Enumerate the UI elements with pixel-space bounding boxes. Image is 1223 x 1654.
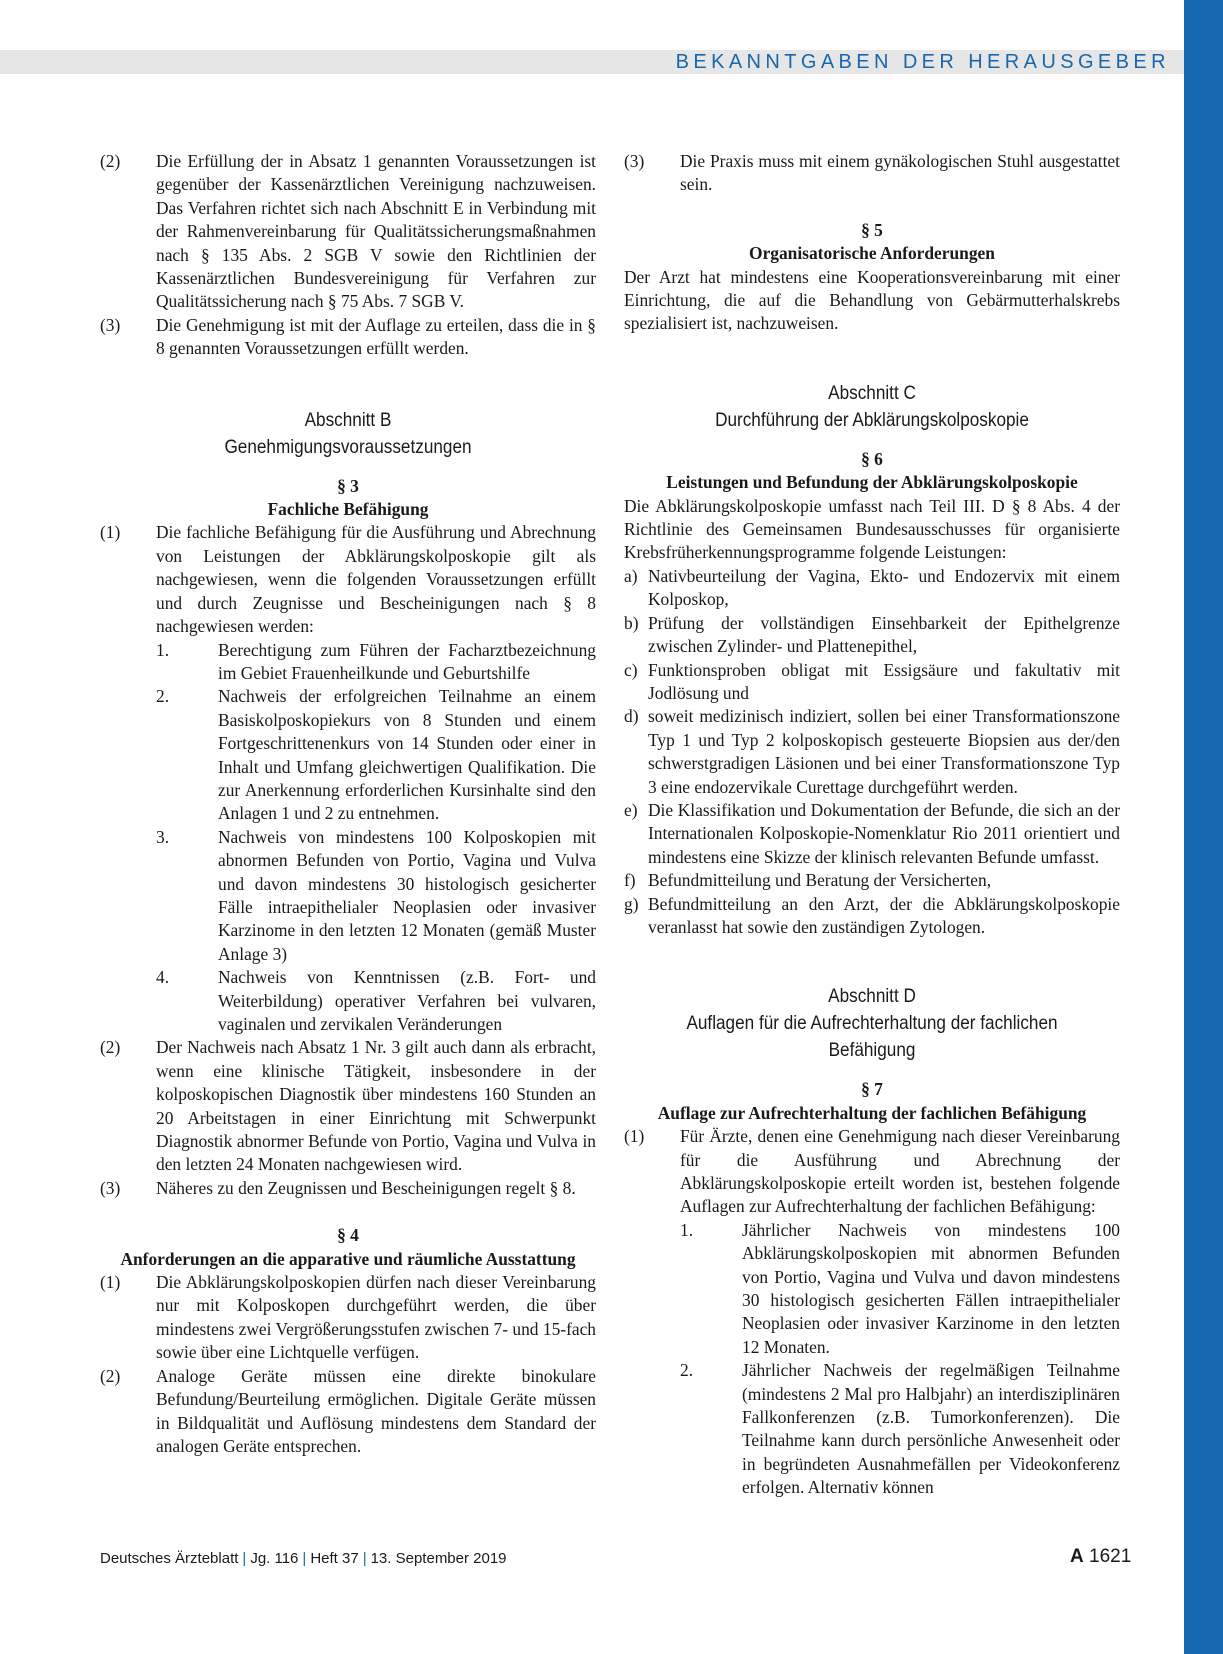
sublist-text: Nachweis von mindestens 100 Kolposkopien mit abnormen Befunden von Portio, Vagina und Vulva und davon mindestens 30 histologisch gesicherter Fälle intraepithelialer Neoplasien oder invasiver Karzinome in den letzten 12 Monaten (gemäß Muster Anlage 3) [218,826,596,964]
item-number: (3) [100,314,121,335]
issue-date: 13. September 2019 [370,1550,507,1567]
page-prefix: A [1070,1546,1084,1567]
item-number: (3) [624,151,645,171]
item-text: Für Ärzte, denen eine Genehmigung nach dieser Vereinbarung für die Ausführung und Abrechnung der Abklärungskolposkopie erteilt worden ist, bestehen folgende Auflagen zur Aufrechterhaltung der fachlichen Befähigung: [680,1126,1120,1217]
item-letter: a) [624,565,638,586]
paragraph-title: Anforderungen an die apparative und räumliche Ausstattung [120,1248,576,1269]
paragraph-item [100,314,596,361]
sublist-item [156,966,596,1036]
sublist-number: 2. [156,686,170,707]
paragraph-item [100,1036,596,1176]
sublist-text: Nachweis von Kenntnissen (z.B. Fort- und Weiterbildung) operativer Verfahren bei vulvaren, vaginalen und zervikalen Veränderungen [218,967,596,1034]
sublist-number: 3. [156,826,170,847]
sublist-item [680,1359,1120,1499]
item-letter: e) [624,799,638,820]
section-heading-line: Abschnitt B [304,408,392,431]
paragraph-item [100,1271,596,1365]
sublist-text: Berechtigung zum Führen der Facharztbezeichnung im Gebiet Frauenheilkunde und Geburtshilfe [218,639,596,683]
paragraph-text: Die Abklärungskolposkopie umfasst nach Teil III. D § 8 Abs. 4 der Richtlinie des Gemeinsamen Bundesausschusses für organisierte Krebsfrüherkennungsprogramme folgende Leistungen: [624,495,1120,563]
section-heading-line: Durchführung der Abklärungskolposkopie [715,408,1029,431]
lettered-item [624,893,1120,940]
paragraph-item [100,521,596,1036]
paragraph-title: Fachliche Befähigung [267,499,429,520]
item-text: Analoge Geräte müssen eine direkte binokulare Befundung/Beurteilung ermöglichen. Digitale Geräte müssen in Bildqualität und Auflösung mindestens dem Standard der analogen Geräte entsprechen. [156,1365,596,1456]
item-letter: g) [624,893,639,914]
item-text: soweit medizinisch indiziert, sollen bei einer Transformationszone Typ 1 und Typ 2 kolposkopisch gesteuerte Biopsien aus der/den schwerstgradigen Läsionen und bei einer Transformationszone Typ 3 eine endozervikale Curettage durchgeführt werden. [648,706,1120,797]
journal-name: Deutsches Ärzteblatt [100,1550,239,1567]
paragraph-item [624,1125,1120,1500]
lettered-item [624,799,1120,869]
item-text: Die fachliche Befähigung für die Ausführung und Abrechnung von Leistungen der Abklärungskolposkopie gilt als nachgewiesen, wenn die folgenden Voraussetzungen erfüllt und durch Zeugnisse und Bescheinigungen nach § 8 nachgewiesen werden: [156,522,596,637]
journal-volume: Jg. 116 [250,1550,299,1567]
paragraph-sign: § 5 [861,219,883,240]
header-bar [0,50,1184,74]
item-number: (3) [100,1177,121,1198]
section-heading-d [654,983,1090,1064]
lettered-item [624,565,1120,612]
item-number: (2) [100,1037,121,1058]
paragraph-item [624,150,1120,197]
paragraph-title: Organisatorische Anforderungen [749,243,995,264]
item-text: Befundmitteilung an den Arzt, der die Abklärungskolposkopie veranlasst hat sowie den zuständigen Zytologen. [648,893,1120,937]
sublist-text: Nachweis der erfolgreichen Teilnahme an einem Basiskolposkopiekurs von 8 Stunden und einem Fortgeschrittenenkurs von 14 Stunden oder einer in Inhalt und Umfang gleichwertigen Qualifikation. Die zur Anerkennung erforderlichen Kursinhalte sind den Anlagen 1 und 2 zu entnehmen. [218,686,596,824]
sublist-item [156,639,596,686]
item-text: Befundmitteilung und Beratung der Versicherten, [648,870,992,891]
right-column [624,150,1120,1500]
paragraph-title: Auflage zur Aufrechterhaltung der fachlichen Befähigung [657,1102,1087,1123]
lettered-item [624,869,1120,892]
item-number: (2) [100,151,121,171]
sublist-number: 2. [680,1360,694,1381]
sublist-number: 1. [680,1219,694,1240]
item-text: Die Abklärungskolposkopien dürfen nach dieser Vereinbarung nur mit Kolposkopen durchgeführt werden, die über mindestens zwei Vergrößerungsstufen zwischen 7- und 15-fach sowie über eine Lichtquelle verfügen. [156,1272,596,1363]
item-text: Prüfung der vollständigen Einsehbarkeit der Epithelgrenze zwischen Zylinder- und Plattenepithel, [648,612,1120,657]
section-header-title: BEKANNTGABEN DER HERAUSGEBER [675,51,1170,73]
section-heading-c [654,380,1090,434]
separator-bar: | [242,1550,247,1567]
paragraph-sign: § 3 [337,475,359,496]
item-text: Nativbeurteilung der Vagina, Ekto- und Endozervix mit einem Kolposkop, [648,565,1120,610]
item-letter: f) [624,870,636,891]
paragraph-sign: § 6 [861,448,883,469]
numbered-sublist [680,1219,1120,1500]
paragraph-item [100,1177,596,1200]
section-heading-line: Abschnitt D [828,985,916,1008]
lettered-item [624,705,1120,799]
left-column [100,150,596,1458]
numbered-sublist [156,639,596,1037]
item-number: (1) [624,1126,645,1147]
sublist-item [680,1219,1120,1359]
item-number: (1) [100,522,121,543]
lettered-item [624,612,1120,659]
item-letter: c) [624,659,638,680]
item-letter: d) [624,706,639,727]
page-edge-bar [1184,0,1223,1654]
sublist-item [156,685,596,825]
item-text: Näheres zu den Zeugnissen und Bescheinigungen regelt § 8. [156,1177,576,1198]
sublist-item [156,826,596,966]
section-heading-line: Auflagen für die Aufrechterhaltung der fachlichen Befähigung [686,1012,1058,1062]
paragraph-text: Der Arzt hat mindestens eine Kooperationsvereinbarung mit einer Einrichtung, die auf die Behandlung von Gebärmutterhalskrebs spezialisiert ist, nachzuweisen. [624,266,1120,334]
item-text: Die Klassifikation und Dokumentation der Befunde, die sich an der Internationalen Kolposkopie-Nomenklatur Rio 2011 orientiert und mindestens eine Skizze der klinisch relevanten Befunde umfasst. [648,799,1120,867]
item-text: Funktionsproben obligat mit Essigsäure und fakultativ mit Jodlösung und [648,659,1120,703]
item-text: Der Nachweis nach Absatz 1 Nr. 3 gilt auch dann als erbracht, wenn eine klinische Tätigkeit, insbesondere in der kolposkopischen Diagnostik über mindestens 160 Stunden an 20 Arbeitstagen in einer Einrichtung mit Schwerpunkt Diagnostik abnormer Befunde von Portio, Vagina und Vulva in den letzten 24 Monaten nachgewiesen wird. [156,1037,596,1175]
paragraph-sign: § 7 [861,1079,883,1100]
item-letter: b) [624,612,639,633]
page-number-value: 1621 [1089,1546,1132,1567]
footer-citation [100,1550,507,1567]
paragraph-item [100,1365,596,1459]
item-text: Die Erfüllung der in Absatz 1 genannten Voraussetzungen ist gegenüber der Kassenärztlichen Vereinigung nachzuweisen. Das Verfahren richtet sich nach Abschnitt E in Verbindung mit der Rahmenvereinbarung für Qualitätssicherungsmaßnahmen nach § 135 Abs. 2 SGB V sowie den Richtlinien der Kassenärztlichen Bundesvereinigung für Verfahren zur Qualitätssicherung nach § 75 Abs. 7 SGB V. [156,151,596,312]
sublist-text: Jährlicher Nachweis der regelmäßigen Teilnahme (mindestens 2 Mal pro Halbjahr) an interdisziplinären Fallkonferenzen (z.B. Tumorkonferenzen). Die Teilnahme kann durch persönliche Anwesenheit oder in begründeten Ausnahmefällen per Videokonferenz erfolgen. Alternativ können [742,1360,1120,1498]
separator-bar: | [302,1550,307,1567]
sublist-number: 4. [156,967,170,988]
sublist-number: 1. [156,639,170,660]
section-heading-line: Genehmigungsvoraussetzungen [224,435,472,458]
separator-bar: | [362,1550,367,1567]
section-heading-line: Abschnitt C [828,381,916,404]
item-number: (2) [100,1365,121,1386]
section-heading-b [130,407,566,461]
sublist-text: Jährlicher Nachweis von mindestens 100 Abklärungskolposkopien mit abnormen Befunden von Portio, Vagina und Vulva und davon mindestens 30 histologisch gesicherten Fällen intraepithelialer Neoplasien oder invasiver Karzinome in den letzten 12 Monaten. [742,1219,1120,1357]
item-text: Die Genehmigung ist mit der Auflage zu erteilen, dass die in § 8 genannten Voraussetzungen erfüllt werden. [156,314,596,359]
page-number [1070,1546,1131,1568]
lettered-item [624,659,1120,706]
item-number: (1) [100,1272,121,1293]
journal-issue: Heft 37 [310,1550,359,1567]
paragraph-title: Leistungen und Befundung der Abklärungskolposkopie [666,472,1078,493]
paragraph-item [100,150,596,314]
paragraph-sign: § 4 [337,1225,359,1246]
item-text: Die Praxis muss mit einem gynäkologischen Stuhl ausgestattet sein. [680,151,1120,195]
